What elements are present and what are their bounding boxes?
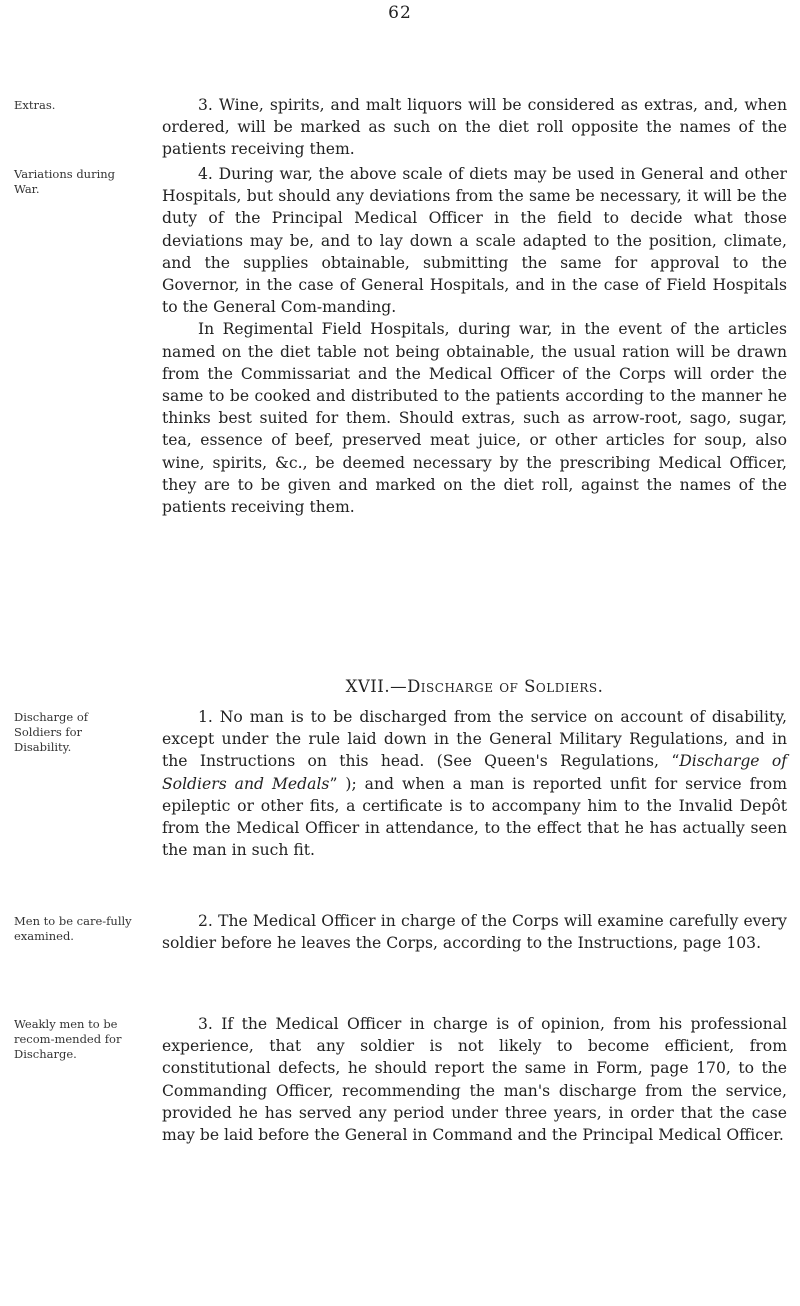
margin-note-extras: Extras. [14,98,56,112]
italic-title: Discharge of Soldiers and Medals [162,752,787,793]
paragraph-text [162,706,787,861]
paragraph-extras [162,94,787,161]
paragraph-text-end: ” ); and when a man is reported unfit for service from epileptic or other fits, a certificate is to accompany him to the Invalid Depôt from the Medical Officer in attendance, to the effect that he has actually seen the man in such fit. [162,774,787,860]
section-title: Discharge of Soldiers. [407,677,604,696]
paragraph-text: 3. If the Medical Officer in charge is of opinion, from his professional experience, that any soldier is not likely to become efficient, from constitutional defects, he should report the same in Form, page 170, to the Commanding Officer, recommending the man's discharge from the service, provided he has served any period under three years, in order that the case may be laid before the General in Command and the Principal Medical Officer. [162,1015,787,1145]
paragraph-text: 3. Wine, spirits, and malt liquors will be considered as extras, and, when ordered, will be marked as such on the diet roll opposite the names of the patients receiving them. [162,96,787,159]
paragraph-discharge-for-disability [162,706,787,861]
margin-note-discharge-for-disability: Discharge of Soldiers for Disability. [14,710,89,754]
paragraph-text: In Regimental Field Hospitals, during war, in the event of the articles named on the diet table not being obtainable, the usual ration will be drawn from the Commissariat and the Medical Officer of the Corps will order the same to be cooked and distributed to the patients according to the manner he thinks best suited for them. Should extras, such as arrow-root, sago, sugar, tea, essence of beef, preserved meat juice, or other articles for soup, also wine, spirits, &c., be deemed necessary by the prescribing Medical Officer, they are to be given and marked on the diet roll, against the names of the patients receiving them. [162,320,787,517]
paragraph-text: 4. During war, the above scale of diets may be used in General and other Hospitals, but should any deviations from the same be necessary, it will be the duty of the Principal Medical Officer in the field to decide what those deviations may be, and to lay down a scale adapted to the position, climate, and the supplies obtainable, submitting the same for approval to the Governor, in the case of General Hospitals, and in the case of Field Hospitals to the General Com-manding. [162,165,787,317]
section-numeral: XVII [345,677,385,696]
paragraph-carefully-examined [162,910,787,954]
paragraph-text: 2. The Medical Officer in charge of the Corps will examine carefully every soldier before he leaves the Corps, according to the Instructions, page 103. [162,912,787,953]
paragraph-variations-during-war [162,163,787,518]
section-separator: .— [384,677,408,696]
paragraph-weakly-men [162,1013,787,1146]
paragraph-text-start: 1. No man is to be discharged from the service on account of disability, except under the rule laid down in the General Military Regulations, and in the Instructions on this head. (See Queen's Regulations, “ [162,708,787,771]
margin-note-variations-during-war: Variations during War. [14,167,116,196]
margin-note-carefully-examined: Men to be care-fully examined. [14,914,132,943]
section-heading [162,677,787,696]
page-number: 62 [388,3,412,23]
margin-note-weakly-men: Weakly men to be recom-mended for Discharge. [14,1017,122,1061]
